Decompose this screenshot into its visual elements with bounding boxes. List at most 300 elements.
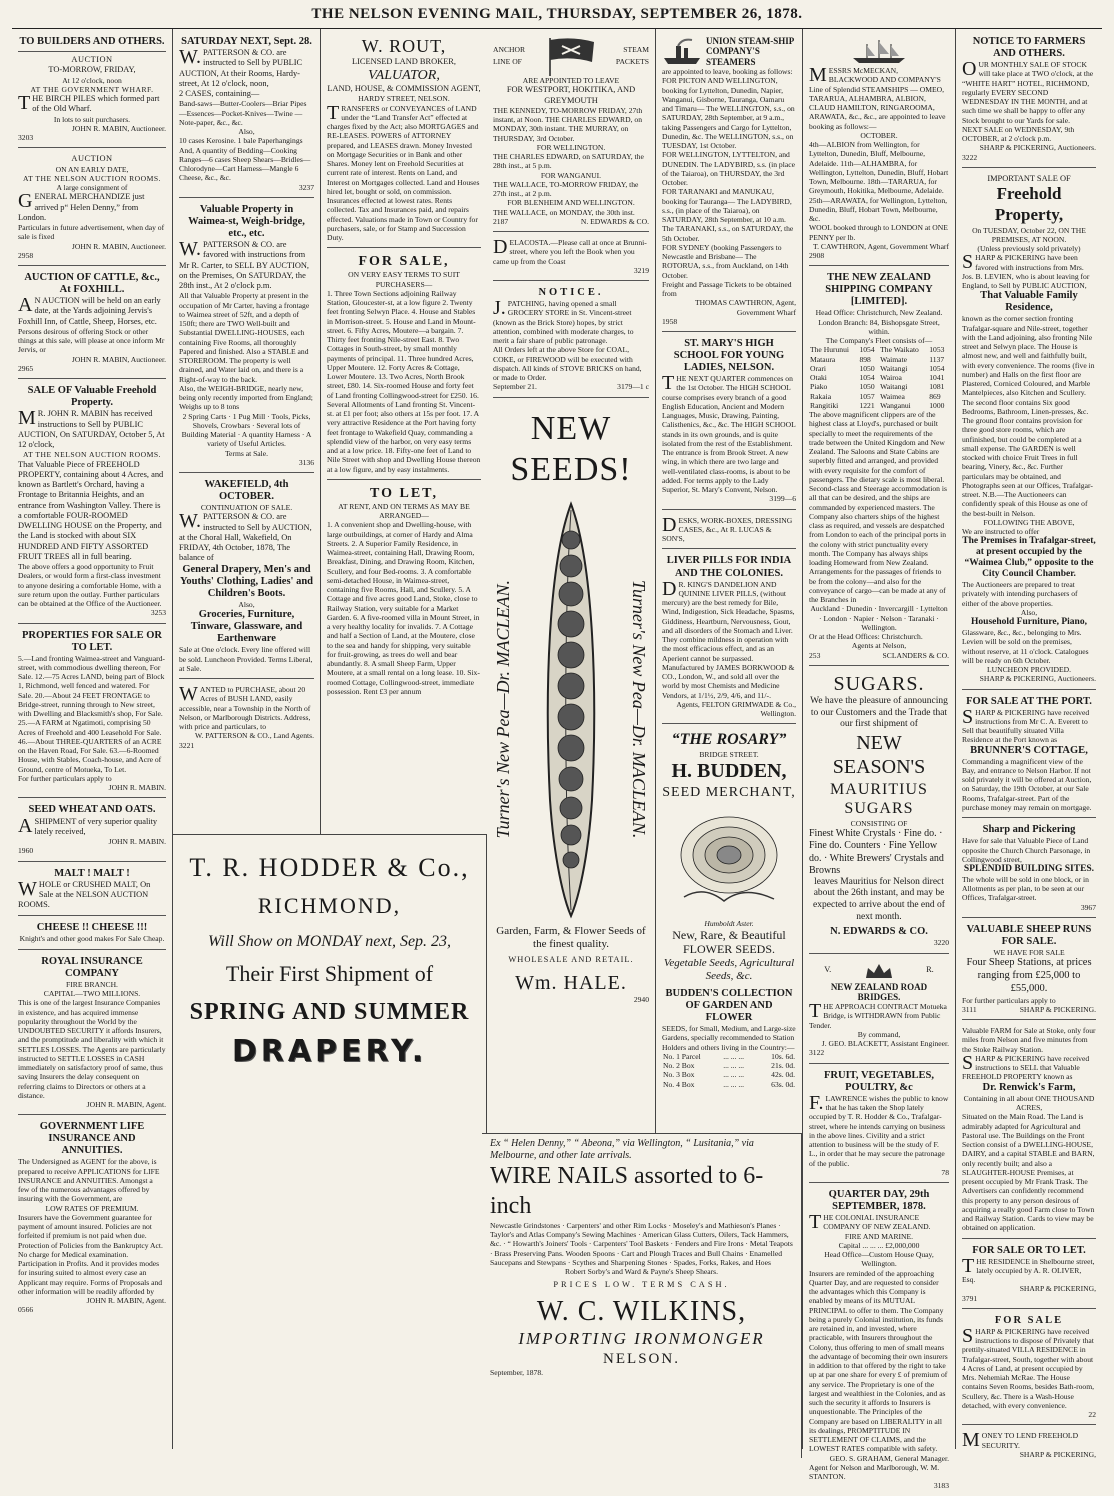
ad-list: Newcastle Grindstones · Carpenters' and other Rim Locks · Moseley's and Mathieson's Planes · Taylor's and Atlas Company's Sewing Machines · American Glass Cutters, Oilers, Tack Hammers, &c. · “ Howarth's Joiners' Tools · Carpenters' Tool Baskets · Fenders and Fire Irons · Metal Teapots · Brass Preserving Pans. Wooden Spoons · Cart and Plough Traces and Bull Chains · Enamelled Saucepans and Stewpans · Scythes and Sharpening Stones · Spades, Forks, Rakes, and Hoes (490, 1220, 793, 1267)
ad-body: W.PATTERSON & CO. are instructed to Sell by PUBLIC AUCTION, At their Rooms, Hardy-street, At 12 o'clock, noon, (179, 46, 303, 88)
ship-tons: 1054 (859, 345, 875, 355)
ad-sheep-runs (962, 921, 1096, 1020)
ad-address: BRIDGE STREET. (699, 749, 759, 759)
ship-tons: 1050 (859, 363, 875, 373)
ad-body: W.PATTERSON & CO. are favored with instructions from Mr R. Carter, to SELL BY AUCTION, on the Premises, On SATURDAY, the 28th inst., At 2 o'clock p.m. (179, 238, 310, 290)
ad-description: The Auctioneers are prepared to treat privately with intending purchasers of either of the above properties. (962, 580, 1078, 608)
ad-list: 1. Three Town Sections adjoining Railway Station, Gloucester-st, at a low figure 2. Twenty feet fronting Selwyn Place. 4. House and Stables in Morrison-street. 5. House and Land in Mount-street. 6. Fifty Acres, Moutere—a bargain. 7. Thirty feet fronting Nile-street East. 8. Two Cottages in South-street, by small monthly payments of principal. 11. Three hundred Acres, Upper Moutere. 12. Forty Acres & Cottage, Lower Moutere. 13. Two Acres, North Brook street, £80. 14. Six-roomed House and forty feet of Land fronting Collingwood-street for £250. 16. Several Allotments of Land fronting St. Vincent-st. at £1 per foot; also others at 15s per foot. 17. A very attractive Residence at the Port having forty feet frontage to Wakefield Quay, commanding a splendid view of the harbor, on very easy terms and at a low price. 18. Fifty-one feet of Land to Nile Street with shop and Dwelling House thereon at a low figure, and by easy instalments. (327, 288, 481, 474)
ad-rout-to-let (327, 483, 481, 701)
ad-liver-pills (662, 552, 796, 724)
pea-caption-right: Turner's New Pea—Dr. MACLEAN. (629, 580, 649, 839)
ad-waimea-property (179, 201, 314, 473)
ad-footer (962, 1005, 1096, 1014)
ad-title: LICENSED LAND BROKER, (352, 56, 456, 66)
ad-note: Or at the Head Offices: Christchurch. (809, 632, 923, 642)
ad-sale-or-let (962, 1242, 1096, 1309)
ad-subheading: 2 CASES, containing— (179, 89, 260, 99)
ad-title: VALUATOR, (368, 67, 440, 83)
ad-agent: Agent for Nelson and Marlborough, W. M. STANTON. (809, 1462, 940, 1482)
ad-heading: Valuable Property in Waimea-st, Weigh-bridge, etc., etc. (188, 203, 305, 239)
ship-name: Waitangi (880, 363, 908, 373)
table-row (809, 364, 949, 373)
ad-list: 10 cases Kerosine. 1 bale Paperhangings And, A quantity of Bedding—Cooking Ranges—6 cases Sheep Shears—Bridles—Chlorodyne—Cart Harness—Mangle 6 Cheese, &c., &c. (179, 136, 311, 183)
ad-heading: PROPERTIES FOR SALE OR TO LET. (22, 629, 162, 653)
royal-arms-row (809, 960, 949, 982)
ad-body: This is one of the largest Insurance Companies in existence, and has acquired immense popularity throughout the World by the UNDOUBTED SECURITY it affords Insurers, and the promptitude and liberality with which it SETTLES LOSSES. The Agents are particularly instructed to SETTLE LOSSES in CASH immediately on satisfactory proof of same, thus saving Insurers the delay consequent on referring claims to Directors or others at a distance. (18, 998, 166, 1100)
ad-body: Garden, Farm, & Flower Seeds of the finest quality. (496, 924, 646, 950)
ad-body: DELACOSTA.—Please call at once at Brunni-street, where you left the Book when you came up from the Coast (493, 236, 647, 266)
ad-heading: FOR SALE, (358, 254, 450, 270)
ad-number: 3122 (809, 1048, 825, 1058)
ad-body: W.PATTERSON & CO. are instructed to Sell by AUCTION, at the Choral Hall, Wakefield, On FRIDAY, 4th October, 1878, The balance of (179, 510, 312, 563)
ad-colonial-insurance (809, 1186, 949, 1496)
box-price: 63s. 0d. (771, 1079, 795, 1089)
pea-pod-icon (536, 500, 606, 920)
ad-merchant-name: W. C. WILKINS, (536, 1295, 747, 1327)
ad-body: THE BIRCH PILES which formed part of the Old Wharf. (18, 92, 160, 115)
table-row: No. 2 Box ... ... ... 21s. 0d. (663, 1061, 795, 1071)
ad-subheading: Dr. Renwick's Farm, (982, 1081, 1076, 1093)
ad-number: 3179—1 c (617, 382, 649, 392)
ad-number: 22 (1088, 1410, 1096, 1420)
ad-number: 253 (809, 650, 821, 660)
ad-list: THE WALLACE, TO-MORROW FRIDAY, the 27th inst., at 2 p.m. (493, 179, 639, 198)
ad-subheading: THE COLONIAL INSURANCE COMPANY OF NEW ZEALAND. (809, 1211, 931, 1234)
ship-name: The Waikato (880, 345, 919, 355)
ship-tons: 1050 (859, 382, 875, 392)
ad-signature: Agents, FELTON GRIMWADE & Co., Wellington. (676, 699, 796, 719)
ad-subheading: The Premises in Trafalgar-street, at present occupied by the “Waimea Club,” opposite to the City Council Chamber. (962, 536, 1096, 580)
ad-mcmeckan-steamships (809, 33, 949, 266)
ad-body: SHARP & PICKERING have been favored with instructions from Mrs. Jos. B. LEVIEN, who is about leaving for England, to Sell by PUBLIC AUCTION, (962, 251, 1090, 291)
ad-wilkins-ironmonger (482, 1133, 802, 1458)
column-7 (956, 29, 1102, 1459)
ad-subheading: Containing in all about ONE THOUSAND ACRES, (963, 1093, 1095, 1113)
ad-body: THE RESIDENCE in Shelbourne street, lately occupied by A. R. OLIVER, Esq. (962, 1254, 1095, 1285)
ad-signature: SHARP & PICKERING, (1019, 1449, 1096, 1459)
vr-letter: V. (824, 965, 832, 975)
masthead: THE NELSON EVENING MAIL, THURSDAY, SEPTEMBER 26, 1878. (12, 0, 1102, 29)
ad-heading: NEW ZEALAND ROAD BRIDGES. (830, 981, 928, 1002)
ad-footer (493, 217, 649, 226)
box-price: 21s. 0d. (771, 1061, 795, 1071)
ad-number: 3183 (933, 1481, 949, 1491)
ship-tons: 898 (859, 354, 871, 364)
box-name: No. 2 Box (663, 1061, 695, 1071)
ad-villa-for-sale (962, 1312, 1096, 1426)
ad-number: 78 (941, 1167, 949, 1177)
ship-name: Otaki (810, 373, 827, 383)
ad-subheading: ON VERY EASY TERMS TO SUIT PURCHASERS— (348, 270, 460, 289)
ad-date: On TUESDAY, October 22, ON THE PREMISES, AT NOON. (972, 225, 1086, 244)
ad-sugars (809, 669, 949, 954)
ad-body: SHARP & PICKERING have received instructions to SELL that Valuable FREEHOLD PROPERTY known as (962, 1051, 1090, 1082)
ad-heading: MESSRS McMECKAN, BLACKWOOD AND COMPANY'S Line of Splendid STEAMSHIPS — OMEO, TARARUA, ALHAMBRA, ALBION, CLAUD HAMILTON, RINGAROOMA, ARAWATA, &c., &c., are appointed to leave booking as follows:— (809, 64, 946, 131)
ad-note: Particulars in future advertisement, when day of sale is fixed (18, 223, 165, 242)
ad-foxhill-cattle (18, 269, 166, 379)
ad-date: ON AN EARLY DATE, (55, 164, 129, 174)
ad-body: Knight's and other good makes For Sale Cheap. (19, 934, 165, 944)
ad-number: 1958 (662, 316, 678, 326)
column-2 (173, 29, 321, 834)
ad-name: W. ROUT, (361, 36, 447, 56)
ad-saturday-sale (179, 33, 314, 198)
ad-location: AT THE NELSON AUCTION ROOMS. (23, 450, 161, 460)
column-3 (321, 29, 487, 834)
ad-list: 1. A convenient shop and Dwelling-house, with large outbuildings, at corner of Hardy and Alma Streets. 2. A Superior Family Residence, in Waimea-street, containing Hall, Drawing Room, Breakfast, Dining, and Drawing Room, Kitchen, Scullery, and four Bed-rooms. 3. A comfortable semi-detached House, in Waimea-street, containing five Rooms, Hall, and Scullery. 5. A Cottage and five acres good Land, Stoke, close to Railway Station, very suitable for a Market Garden. 6. A five-roomed villa in Mount Street, in a very healthy locality for invalids. 7. A Cottage and half a Section of Land, at the Moutere, close to the sea and handy for shipping, very suitable for fruit-growing, as trees do well and bear abundantly. 8. A small Sheep Farm, Upper Moutere, at a small rental on a long lease. 10. Six-roomed Cottage, Collingwood-street, immediate possession. Rent £3 per annum (327, 520, 480, 696)
ad-also: Also, (1020, 607, 1038, 617)
ship-tons: 1057 (859, 391, 875, 401)
ad-body: MR. JOHN R. MABIN has received instructions to Sell by PUBLIC AUCTION, On SATURDAY, October 5, At 12 o'clock, (18, 407, 165, 450)
ship-tons: 1054 (859, 373, 875, 383)
ad-body: leaves Mauritius for Nelson direct about the 26th instant, and may be expected to arrive about the end of next month. (813, 876, 945, 922)
ad-description: Commanding a magnificent view of the Bay, and entrance to Nelson Harbor. If not sold privately it will be offered at Auction, on Saturday, the 19th October, at our Sale Rooms, Trafalgar-street. Part of the purchase money may remain on mortgage. (962, 756, 1092, 812)
ad-footer (809, 651, 949, 660)
ad-royal-insurance (18, 953, 166, 1116)
ship-tons: 1054 (929, 363, 945, 373)
ad-union-steamship (662, 33, 796, 332)
box-price: 10s. 6d. (771, 1051, 795, 1061)
ad-branches: Auckland · Dunedin · Invercargill · Lyttelton · London · Napier · Nelson · Taranaki · Wellington. (810, 604, 948, 632)
ad-arrivals: Ex “ Helen Denny,” “ Abeona,” via Wellington, “ Lusitania,” via Melbourne, and other late arrivals. (490, 1138, 754, 1162)
ad-list: FOR PICTON AND WELLINGTON, booking for Lyttelton, Dunedin, Napier, Wanganui, Gisborne, Tauranga, Oamaru and Timaru— The WELLINGTON, s.s., on SATURDAY, 28th September, at 9 a.m., taking Passengers and Cargo for Lyttelton, Dunedin, &c. The WELLINGTON, s.s., on TUESDAY, 1st October. (662, 76, 795, 151)
ad-patching (493, 284, 649, 398)
ad-subtitle: Their First Shipment of (225, 961, 434, 986)
royal-crest-icon (862, 960, 896, 982)
ad-list: THE CHARLES EDWARD, on SATURDAY, the 28th inst., at 5 p.m. (493, 152, 644, 171)
ad-heading: ST. MARY'S HIGH SCHOOL FOR YOUNG LADIES, NELSON. (673, 338, 785, 374)
anchor-word: LINE OF (493, 57, 522, 66)
ad-body: THE APPROACH CONTRACT Motueka Bridge, is WITHDRAWN from Public Tender. (809, 1000, 947, 1030)
ad-body: MONEY TO LEND FREEHOLD SECURITY. (962, 1429, 1079, 1452)
ad-note: By command, (857, 1029, 901, 1039)
ad-signature: JOHN R. MABIN, Auctioneer. (71, 354, 166, 364)
ad-freehold-sale (18, 382, 166, 623)
ad-address: HARDY STREET, NELSON. (358, 94, 450, 104)
ad-builders-auction (18, 33, 166, 148)
ad-signature: JOHN R. MABIN. (108, 837, 166, 846)
ad-body: DR. KING'S DANDELION AND QUININE LIVER PILLS, (without mercury) are the best remedy for Bile, Wind, Indigestion, Sick Headache, Spasms, Giddiness, Heartburn, Nervousness, Gout, and all disorders of the Stomach and Liver. They combine mildness in operation with the most efficacious effect, and as an Aperient cannot be surpassed. Manufactured by JAMES BORKWOOD & CO., London, W., and sold all over the world by most Chemists and Medicine Vendors, at 1/1½, 2/9, 4/6, and 11/-. (662, 577, 795, 700)
ad-number: 3253 (150, 608, 166, 618)
ad-goods: General Drapery, Men's and Youths' Clothing, Ladies' and Children's Boots. (179, 563, 314, 599)
aster-flower-icon (664, 805, 794, 915)
ad-headline: SUGARS. (833, 672, 925, 695)
ad-heading: NOTICE TO FARMERS AND OTHERS. (972, 36, 1086, 60)
ad-address: Head Office—Custom House Quay, Wellington. (824, 1250, 934, 1269)
box-name: No. 1 Parcel (663, 1051, 701, 1061)
ad-subheading: FOLLOWING THE ABOVE, (983, 517, 1075, 527)
ad-body: ASHIPMENT of very superior quality lately received, (18, 814, 158, 837)
column-1 (12, 29, 173, 1449)
ad-signature: SHARP & PICKERING, Auctioneers. (979, 674, 1096, 684)
ad-body: WANTED to PURCHASE, about 20 Acres of BUSH LAND, easily accessible, near a Township in the North of Nelson, or Marlborough Districts. Address, with price and particulars, to (179, 683, 311, 731)
ad-route: FOR WELLINGTON. (536, 142, 606, 152)
ad-anchor-line (493, 33, 649, 232)
ad-number: 3136 (298, 457, 314, 467)
ad-name: T. R. HODDER & Co., (189, 853, 470, 882)
ad-intro: We have the pleasure of announcing to our Customers and the Trade that our first shipment of (810, 696, 948, 730)
ad-heading: TO BUILDERS AND OTHERS. (19, 36, 165, 47)
ship-name: Waimea (880, 391, 905, 401)
ad-body: DESKS, WORK-BOXES, DRESSING CASES, &c., At R. LUCAS & SON'S, (662, 513, 793, 544)
ad-note: NEXT SALE on WEDNESDAY, 9th OCTOBER, at 2 o'clock p.m. (962, 124, 1075, 144)
image-caption: Humboldt Aster. (704, 918, 754, 928)
ad-note: The above offers a good opportunity to Fruit Dealers, or would form a first-class investment to anyone desiring a comfortable Home, with a sure return upon the outlay. Further particulars can be obtained at the Office of the Auctioneer. (18, 562, 162, 609)
ad-body: Insurers are reminded of the approaching Quarter Day, and are requested to consider the advantages which this Company is enabled by means of its MUTUAL PRINCIPAL to offer to them. The Company being a purely Colonial institution, its funds are retained in, and invested, where practicable, with Insurers throughout the Colony, thus offering to men of small means the advantage of becoming their own insurers in addition to that offered by the right to take up at par one share for every £ of premium of any service. The Proprietary is one of the largest and wealthiest in the Colonies, and as such the security it affords to Insurers is unquestionable. The Principles of the Company are based on LIBERALITY in all its dealings, PROMPTITUDE IN SETTLEMENT OF CLAIMS, and the LOWEST RATES compatible with safety. (809, 1268, 948, 1454)
ad-signature: JOHN R. MABIN. (108, 783, 166, 793)
ad-headline: MAURITIUS SUGARS (830, 780, 928, 818)
column-6 (803, 29, 956, 1491)
ad-nz-road-bridges (809, 957, 949, 1064)
ad-subheading: FIRE AND MARINE. (844, 1231, 914, 1241)
ad-headline: Four Sheep Stations, at prices ranging from £25,000 to £55,000. (966, 957, 1092, 994)
ad-number: 3967 (1080, 902, 1096, 912)
ad-title: AUCTION (71, 154, 113, 164)
ad-signature: W. PATTERSON & CO., Land Agents. (194, 731, 314, 741)
ship-tons: 869 (929, 391, 941, 401)
ad-signature: N. EDWARDS & CO. (580, 216, 649, 226)
table-row (809, 392, 949, 401)
ad-body: WHOLE or CRUSHED MALT, On Sale at the NELSON AUCTION ROOMS. (18, 877, 151, 910)
pea-caption-left: Turner's New Pea—Dr. MACLEAN. (493, 580, 513, 839)
ad-headline: SPRING AND SUMMER (189, 999, 470, 1025)
ad-renwick-farm (962, 1023, 1096, 1238)
ship-name: The Hurunui (810, 345, 850, 355)
ad-subheading: ARE APPOINTED TO LEAVE (522, 76, 620, 85)
ad-signature: Wm. HALE. (515, 971, 627, 994)
anchor-right (616, 44, 649, 68)
ad-title: AUCTION (71, 55, 113, 65)
ad-signature: SHARP & PICKERING, (1019, 1284, 1096, 1294)
ad-signature: JOHN R. MABIN, Agent. (86, 1296, 166, 1306)
ad-heading: FOR SALE OR TO LET. (972, 1244, 1086, 1256)
ad-signature: THOMAS CAWTHRON, Agent, Government Wharf (694, 298, 796, 317)
ad-route: FOR WESTPORT, HOKITIKA, AND GREYMOUTH (506, 85, 636, 105)
ad-body: SHARP & PICKERING have received instructions from Mr C. A. Everett to Sell that beautifully situated Villa Residence at the Port known as (962, 705, 1090, 745)
ad-body: F.LAWRENCE wishes the public to know that he has taken the Shop lately occupied by T. R. Hodder & Co., Trafalgar-street, where he intends carrying on business in the above lines. Civility and a strict attention to business will be the study of F. L., in order that he may secure the patronage of the public. (809, 1091, 949, 1168)
ad-number: 3219 (633, 265, 649, 275)
ad-note: For further particulars apply to (18, 773, 112, 783)
ad-place: RICHMOND, (257, 893, 402, 918)
ad-subheading: SPLENDID BUILDING SITES. (963, 864, 1095, 875)
ad-description: known as the corner section fronting Trafalgar-square and Nile-street, together with the Land adjoining, also fronting Nile street and Selwyn place. The House is almost new, and well and faithfully built, with every convenience. The rooms (five in number) and Halls on the first floor are Plastered, Corniced Coloured, and Marble Mantelpieces, also Kitchen and Scullery. The second floor contains Six good Bedrooms, Bathroom, Linen-presses, &c. The ground floor contains provision for three good store rooms, which are unfinished, but could be completed at a small expense. The GARDEN is well stocked with choice Fruit Trees in full bearing, Vinery, &c., &c. Further particulars may be obtained, and Photographs seen at our Offices, Trafalgar-street. N.B.—The Auctioneers can confidently speak of this House as one of the best-built in Nelson. (962, 314, 1095, 518)
ad-heading: BUDDEN'S COLLECTION OF GARDEN AND FLOWER (665, 987, 793, 1024)
ad-list: FOR SYDNEY (booking Passengers to Newcastle and Brisbane— The ROTORUA, s.s., from Auckland, on 14th October. (662, 242, 789, 280)
ad-date: TO-MORROW, FRIDAY, (48, 65, 136, 75)
ad-capital: CAPITAL—TWO MILLIONS. (43, 989, 141, 998)
ad-list: THE KENNEDY, TO-MORROW FRIDAY, 27th instant, at Noon. THE CHARLES EDWARD, on MONDAY, 30th instant. THE MURRAY, on THURSDAY, 3rd October. (493, 105, 643, 143)
ad-seed-wheat (18, 801, 166, 861)
ship-tons: 1137 (929, 354, 945, 364)
ad-note: Freight and Passage Tickets to be obtained from (662, 279, 792, 299)
ad-subheading: AT RENT, AND ON TERMS AS MAY BE ARRANGED— (338, 501, 470, 521)
columns-2-3 (173, 29, 487, 1449)
ad-number: 3199—6 (769, 494, 796, 504)
ad-properties (18, 627, 166, 799)
ad-heading: IMPORTANT SALE OF (987, 173, 1071, 183)
ad-heading: SEED WHEAT AND OATS. (28, 804, 156, 816)
ad-rosary-budden (662, 727, 796, 1093)
ad-body: TRANSFERS or CONVEYANCES of LAND under the “Land Transfer Act” effected at charges fixed by the Act; also MORTGAGES and RE-LEASES. POWERS of ATTORNEY prepared, and LEASES drawn. Money Invested on Mortgage Securities or in Bank and other Shares. Money lent on Freehold Securities at current rate of interest. Rents on Land, and Interest on Mortgages collected. Land and Houses hired let, bought or sold, on commission. Insurances effected at lowest rates. Rents collected. Tax and Insurances paid, and repairs effected. Valuations made in Town or Country for purchasers, sale, or for Stamp and Succession Duty. (327, 101, 480, 243)
ad-description: Situated on the Main Road. The Land is admirably adapted for Agricultural and Pastoral use. The Buildings on the Front Section consist of a DWELLING-HOUSE, DAIRY, and a capital STABLE and BARN, only recently built; and also a SLAUGHTER-HOUSE Premises, at present occupied by Mr Frank Trask. The Advertisers can confidently recommend this property to any person desirous of acquiring a really good Farm close to Town and Railway Station. Cards to view may be obtained on application. (962, 1112, 1095, 1233)
ad-heading: MALT ! MALT ! (54, 867, 130, 879)
ad-location: AT THE NELSON AUCTION ROOMS. (23, 173, 161, 183)
ad-body: THE NEXT QUARTER commences on the 1st October. The HIGH SCHOOL course comprises every branch of a good English Education, Ancient and Modern Languages, Music, Drawing, Painting, Calisthenics, &c., &c. The HIGH SCHOOL stands in its own grounds, and is quite isolated from the rest of the Establishment. The entrance is from Brook Street. A new wing, in which there are two large and well-ventilated class-rooms, is about to be added. For terms apply to the Lady Superior, St. Mary's Convent, Nelson. (662, 372, 796, 495)
pea-illustration-block (493, 495, 649, 925)
ad-money-to-lend (962, 1428, 1096, 1464)
ad-offices: Head Office: Christchurch, New Zealand. London Branch: 84, Bishopsgate Street, within. (815, 308, 943, 336)
ad-headline: WIRE NAILS assorted to 6-inch (490, 1163, 764, 1219)
ad-st-marys-school (662, 335, 796, 510)
ad-heading: FOR SALE AT THE PORT. (966, 695, 1092, 707)
box-name: No. 4 Box (663, 1079, 695, 1089)
ad-number: 3791 (962, 1293, 978, 1303)
ship-name: Waimate (880, 354, 907, 364)
ad-heading: SATURDAY NEXT, Sept. 28. (181, 36, 312, 47)
ad-sale-at-port (962, 693, 1096, 819)
steamship-icon (662, 36, 702, 66)
ad-signature: JOHN R. MABIN, Auctioneer. (71, 123, 166, 133)
ad-subheading: WHOLESALE AND RETAIL. (508, 955, 634, 965)
ad-list: 2 Spring Carts · 1 Pug Mill · Tools, Picks, Shovels, Crowbars · Several lots of Building Material · A quantity Harness · A variety of Useful Articles. (181, 411, 312, 449)
ad-title: IMPORTING IRONMONGER (518, 1328, 765, 1348)
ad-body: Insurers have the Government guarantee for payment of amount insured. Policies are not forfeited if premium is not paid when due. Protection of Policies from the Bankruptcy Act. No charge for Medical examination. Participation in Profits. And it provides modes for insuring suited to almost every case an Applicant may require. Forms of Proposals and other information will be readily afforded by (18, 1212, 163, 1296)
ship-tons: 1041 (929, 373, 945, 383)
ad-number: 2958 (18, 250, 34, 260)
ad-route: FOR BLENHEIM AND WELLINGTON. (507, 198, 635, 208)
seed-box-price-table (662, 1052, 796, 1089)
table-row (809, 345, 949, 354)
ad-hodder-drapery (173, 834, 487, 1449)
vr-letter: R. (926, 965, 934, 975)
ship-name: Orari (810, 363, 827, 373)
anchor-header (493, 36, 649, 76)
ad-location: AT THE GOVERNMENT WHARF. (30, 84, 154, 94)
ad-note: (Unless previously sold privately) (977, 244, 1081, 254)
ad-heading: Sharp and Pickering (982, 824, 1076, 836)
ad-note: In lots to suit purchasers. (53, 114, 131, 124)
fleet-table (809, 345, 949, 410)
anchor-left (493, 44, 525, 68)
ad-description: All that Valuable Property at present in the occupation of Mr Carter, having a frontage to Waimea street of 52ft, and a depth of 150ft; there are TWO Well-built and Substantial DWELLING-HOUSES, each containing Five Rooms, all thoroughly Papered and finished. Also a STABLE and STOREROOM. The property is well drained, and Water laid on, and there is a Right-of-way to the back. (179, 291, 310, 384)
ad-note: Persons desirous of offering Stock or other things at this sale, will please at once inform Mr Jervis, or (18, 326, 165, 355)
ad-malt (18, 865, 166, 917)
ad-number: 2908 (809, 251, 825, 260)
ad-heading: VALUABLE SHEEP RUNS FOR SALE. (966, 923, 1092, 947)
ad-signature: GEO. S. GRAHAM, General Manager. (829, 1453, 949, 1463)
columns-2-3-top (173, 29, 487, 834)
ad-body: Have for sale that Valuable Piece of Land opposite the Church Church Parsonage, in Collingwood street, (962, 836, 1091, 864)
ad-note: For further particulars apply to (962, 995, 1056, 1005)
ad-subheading: FIRE BRANCH. (66, 979, 118, 989)
ad-body: GENERAL MERCHANDIZE just arrived p“ Helen Denny,” from London. (18, 190, 145, 222)
ad-signature: N. EDWARDS & CO. (830, 926, 928, 938)
ad-place: NELSON. (603, 1350, 680, 1367)
ad-list: FOR TARANAKI and MANUKAU, booking for Tauranga— The LADYBIRD, s.s., (in place of the Taiaroa), on SATURDAY, 28th September, at 10 a.m. The TARANAKI, s.s., on SATURDAY, the 5th October. (662, 187, 794, 243)
ad-number: 3222 (962, 152, 978, 162)
ad-subheading: BRUNNER'S COTTAGE, (970, 744, 1088, 756)
box-name: No. 3 Box (663, 1070, 695, 1080)
ad-list: 4th—ALBION from Wellington, for Lyttelton, Dunedin, Bluff, Melbourne, Adelaide. 11th—ALHAMBRA, for Wellington, Lyttelton, Dunedin, Bluff, Hobart Town, Melbourne. 18th—TARARUA, for Greymouth, Hokitika, Melbourne, Adelaide. 25th—ARAWATA, for Wellington, Lyttelton, Dunedin, Bluff, Hobart Town, Melbourne, &c. (809, 140, 949, 223)
ad-note: WOOL booked through to LONDON at ONE PENNY per lb. (809, 223, 948, 242)
ad-signature: JOHN R. MABIN, Agent. (86, 1100, 166, 1109)
ad-signature: SHARP & PICKERING, Auctioneers. (979, 143, 1096, 153)
ship-tons: 1221 (859, 400, 875, 410)
union-header (662, 36, 796, 67)
ship-name: Rangitiki (810, 400, 839, 410)
ad-signature: SCLANDERS & CO. (882, 650, 949, 660)
ship-name: Rakaia (810, 391, 832, 401)
ad-number: 3111 (962, 1004, 977, 1014)
ad-signature: T. CAWTHRON, Agent, Government Wharf (813, 241, 949, 251)
ad-body: AN AUCTION will be held on an early date, at the Yards adjoining Jervis's Foxhill Inn, of Cattle, Sheep, Horses, etc. (18, 294, 161, 326)
ad-route: FOR WANGANUI. (540, 170, 602, 180)
ship-tons: 1000 (929, 400, 945, 410)
table-row: No. 3 Box ... ... ... 42s. 0d. (663, 1070, 795, 1080)
ad-also: Also, (238, 599, 255, 609)
ad-signature: JOHN R. MABIN, Auctioneer. (71, 241, 166, 251)
ship-name: Waitangi (880, 382, 908, 392)
anchor-word: ANCHOR (493, 44, 526, 54)
ad-signature: J. GEO. BLACKETT, Assistant Engineer. (821, 1039, 949, 1049)
ad-merchant-name: H. BUDDEN, (671, 760, 787, 783)
ad-body: Valuable FARM for Sale at Stoke, only four miles from Nelson and five minutes from the Stoke Railway Station. (962, 1026, 1096, 1054)
ad-subheading: Household Furniture, Piano, (971, 617, 1087, 628)
ad-list: Band-saws—Butter-Coolers—Briar Pipes —Essences—Pocket-Knives—Twine —Note-paper, &c., &c. (179, 99, 307, 127)
ad-government-life (18, 1118, 166, 1319)
ad-terms: Terms at Sale. (224, 448, 269, 458)
ad-list: Finest White Crystals · Fine do. · Fine do. Counters · Fine Yellow do. · White Brewers' Crystals and Browns (809, 828, 944, 876)
ad-prices: PRICES LOW. TERMS CASH. (553, 1280, 730, 1290)
ad-date: Will Show on MONDAY next, Sep. 23, (207, 933, 452, 950)
ad-note: We are instructed to offer (962, 527, 1040, 537)
ad-rout-for-sale (327, 251, 481, 480)
ad-cheese (18, 919, 166, 949)
ad-list: THE WALLACE, on MONDAY, the 30th inst. (493, 207, 635, 217)
ad-description: Glassware, &c., &c., belonging to Mrs. Levien will be sold on the premises, without reserve, at 11 o'clock. Catalogues will be ready on 6th October. (962, 628, 1089, 665)
ad-heading: AUCTION OF CATTLE, &c., At FOXHILL. (24, 272, 160, 296)
ad-heading: ROYAL INSURANCE COMPANY (41, 955, 143, 979)
ad-new-seeds (493, 401, 649, 1009)
ad-note: Agents at Nelson, (851, 641, 907, 651)
ad-subheading: LOW RATES OF PREMIUM. (45, 1203, 139, 1213)
ship-name: Wairoa (880, 373, 902, 383)
ad-list: FOR WELLINGTON, LYTTELTON, and DUNEDIN. The LADYBIRD, s.s. (in place of the Taiaroa), on THURSDAY, the 3rd October. (662, 150, 795, 188)
ad-nz-shipping (809, 269, 949, 666)
ad-number: 2187 (493, 216, 509, 226)
ad-heading: FOR SALE (994, 1314, 1064, 1326)
ad-number: 3203 (18, 133, 34, 143)
ad-body: OUR MONTHLY SALE OF STOCK will take place at TWO o'clock, at the “WHITE HART” HOTEL, RICHMOND, regularly EVERY SECOND WEDNESDAY IN THE MONTH, and at such time we shall be happy to offer any Stock brought to our Yards for sale. (962, 58, 1094, 125)
ad-number: 2965 (18, 363, 34, 373)
ad-note: Sale at One o'clock. Every line offered will be sold. Luncheon Provided. Terms Liberal, at Sale. (179, 645, 313, 673)
ad-signature: SHARP & PICKERING. (1019, 1004, 1096, 1014)
ad-name: “THE ROSARY” (671, 731, 787, 749)
ad-body: All Orders left at the above Store for COAL, COKE, or FIREWOOD will be executed with dispatch. All kinds of STOVE BRICKS on hand, or made to Order. (493, 345, 642, 383)
ad-heading: THE NEW ZEALAND SHIPPING COMPANY [LIMITED]. (825, 272, 933, 308)
table-row (809, 382, 949, 391)
ad-also: Also, (238, 127, 255, 137)
ad-heading: FRUIT, VEGETABLES, POULTRY, &c (824, 1069, 934, 1093)
ad-description: Also, the WEIGH-BRIDGE, nearly new, being only recently imported from England; Weighs up to 8 tons (179, 383, 313, 412)
ad-title: SEED MERCHANT, (662, 784, 796, 800)
ad-w-rout (327, 33, 481, 248)
ad-subheading: are appointed to leave, booking as follows: (662, 67, 793, 77)
ship-name: Wanganui (880, 400, 911, 410)
ad-headline: NEW SEASON'S (832, 732, 926, 779)
table-row: No. 4 Box ... ... ... 63s. 0d. (663, 1079, 795, 1089)
ad-note: LUNCHEON PROVIDED. (987, 665, 1071, 675)
